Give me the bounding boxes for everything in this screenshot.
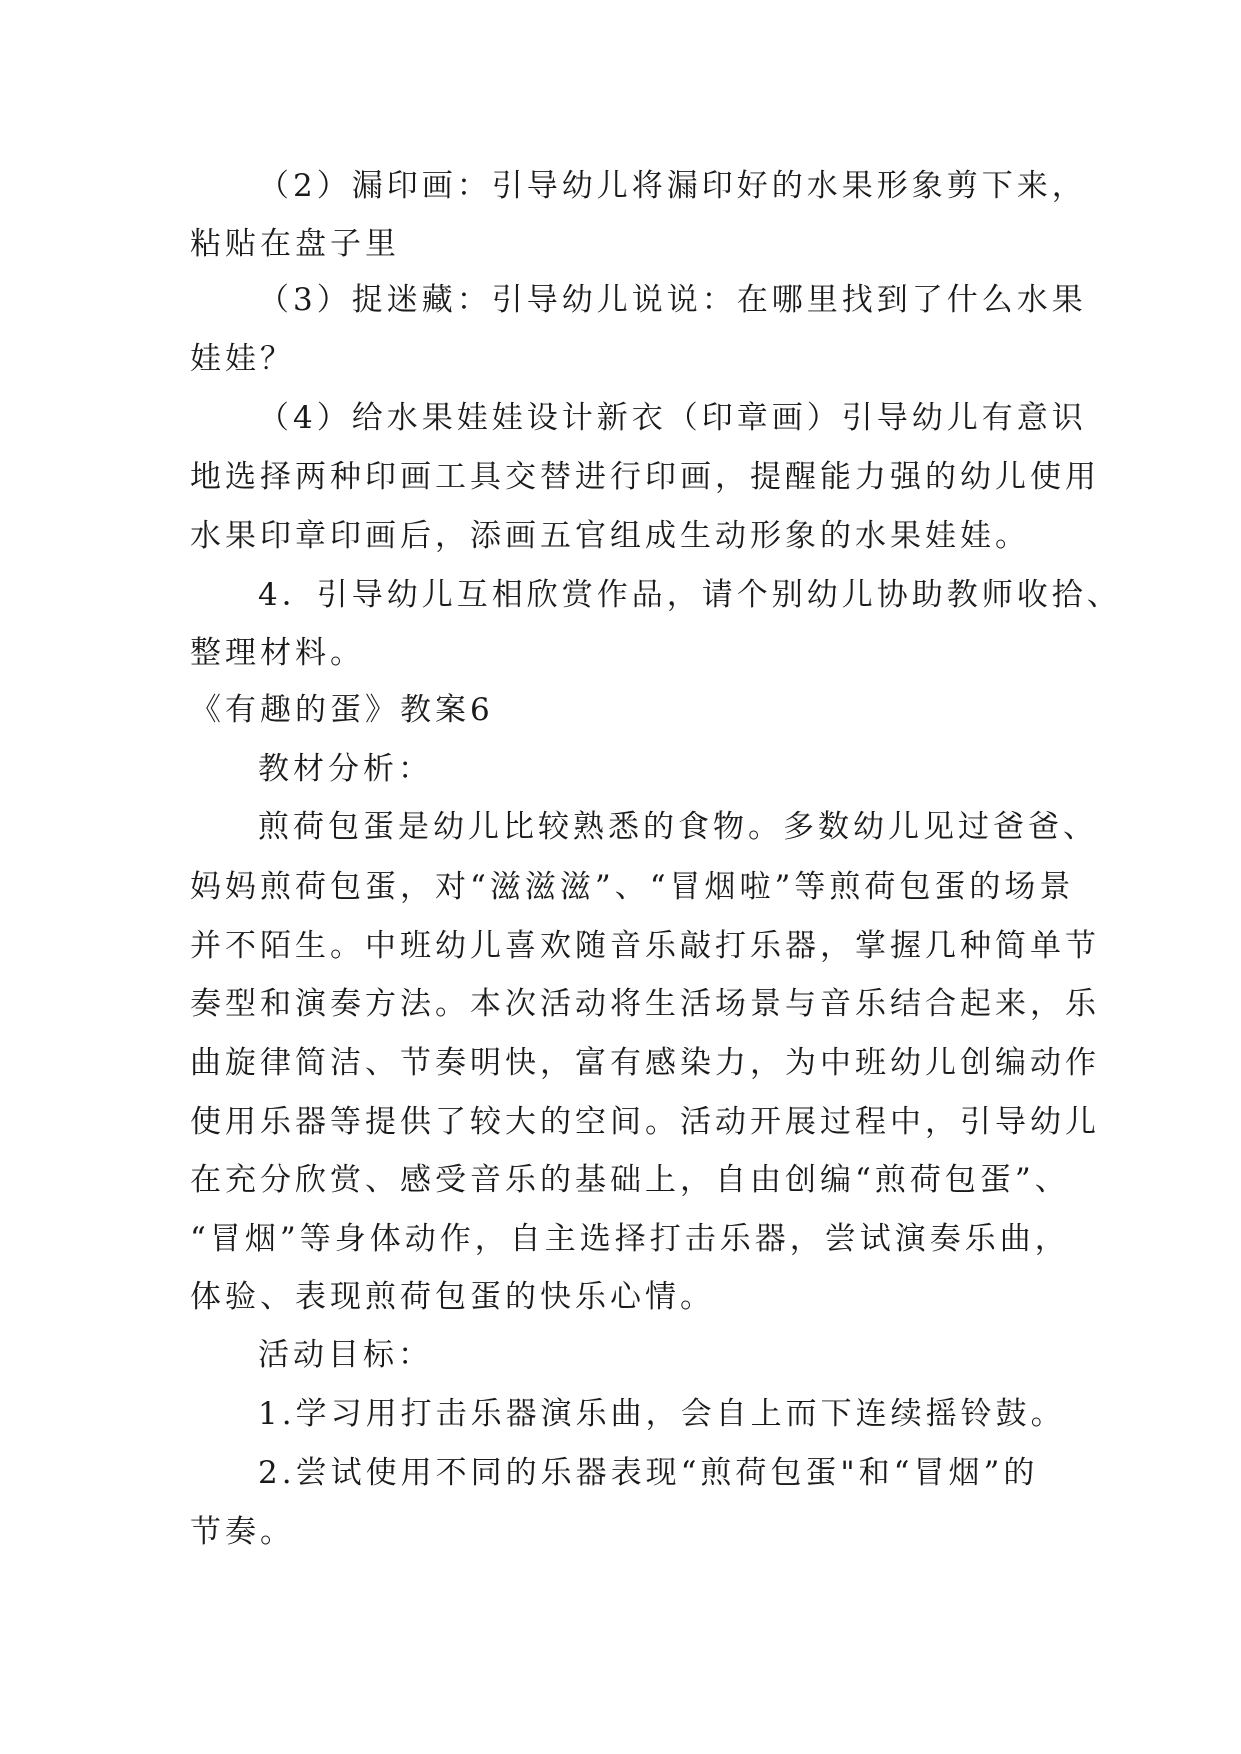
text-line: 粘贴在盘子里 xyxy=(190,226,400,262)
text-line: 在充分欣赏、感受音乐的基础上，自由创编“煎荷包蛋”、 xyxy=(190,1162,1070,1198)
text-line: “冒烟”等身体动作，自主选择打击乐器，尝试演奏乐曲， xyxy=(190,1221,1070,1257)
text-line: （4）给水果娃娃设计新衣（印章画）引导幼儿有意识 xyxy=(258,400,1087,436)
text-line: 煎荷包蛋是幼儿比较熟悉的食物。多数幼儿见过爸爸、 xyxy=(258,809,1098,845)
subheading: 活动目标： xyxy=(258,1337,433,1373)
text-line: 地选择两种印画工具交替进行印画，提醒能力强的幼儿使用 xyxy=(190,459,1100,495)
text-line: 4．引导幼儿互相欣赏作品，请个别幼儿协助教师收拾、 xyxy=(258,577,1122,613)
section-heading: 《有趣的蛋》教案6 xyxy=(190,692,494,728)
text-line: 使用乐器等提供了较大的空间。活动开展过程中，引导幼儿 xyxy=(190,1104,1100,1140)
text-line: （3）捉迷藏：引导幼儿说说：在哪里找到了什么水果 xyxy=(258,282,1087,318)
text-line: 妈妈煎荷包蛋，对“滋滋滋”、“冒烟啦”等煎荷包蛋的场景 xyxy=(190,869,1075,905)
text-line: 节奏。 xyxy=(190,1514,295,1550)
text-line: 整理材料。 xyxy=(190,635,365,671)
text-line: 1.学习用打击乐器演乐曲，会自上而下连续摇铃鼓。 xyxy=(258,1396,1066,1432)
text-line: 娃娃？ xyxy=(190,341,295,377)
text-line: 曲旋律简洁、节奏明快，富有感染力，为中班幼儿创编动作 xyxy=(190,1045,1100,1081)
text-line: 体验、表现煎荷包蛋的快乐心情。 xyxy=(190,1279,715,1315)
text-line: 水果印章印画后，添画五官组成生动形象的水果娃娃。 xyxy=(190,518,1030,554)
text-line: 并不陌生。中班幼儿喜欢随音乐敲打乐器，掌握几种简单节 xyxy=(190,928,1100,964)
text-line: （2）漏印画：引导幼儿将漏印好的水果形象剪下来， xyxy=(258,168,1087,204)
subheading: 教材分析： xyxy=(258,751,433,787)
text-line: 奏型和演奏方法。本次活动将生活场景与音乐结合起来，乐 xyxy=(190,986,1100,1022)
text-line: 2.尝试使用不同的乐器表现“煎荷包蛋"和“冒烟”的 xyxy=(258,1455,1039,1491)
